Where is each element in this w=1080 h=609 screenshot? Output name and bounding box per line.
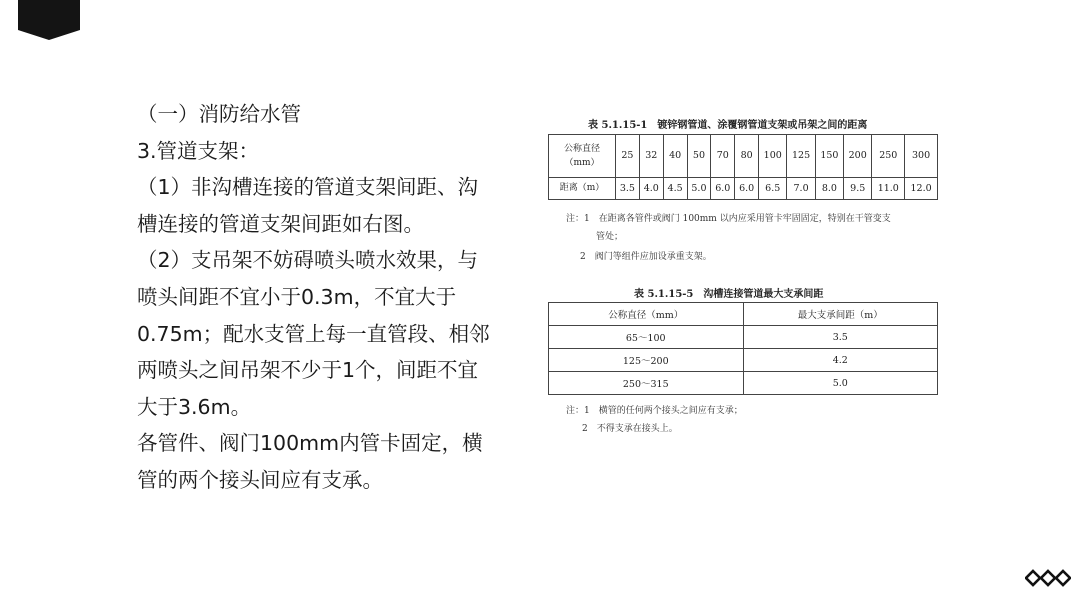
table-cell: 32 bbox=[639, 135, 663, 178]
table-cell: 9.5 bbox=[844, 177, 872, 199]
table-cell: 5.0 bbox=[743, 372, 938, 395]
table-cell: 5.0 bbox=[687, 177, 711, 199]
table-cell: 7.0 bbox=[787, 177, 815, 199]
table-cell: 6.5 bbox=[759, 177, 787, 199]
table-cell: 50 bbox=[687, 135, 711, 178]
table-cell: 4.5 bbox=[663, 177, 687, 199]
table-cell: 125～200 bbox=[549, 349, 744, 372]
diamond-chain-logo-icon bbox=[1025, 569, 1071, 587]
text-line: 0.75m；配水支管上每一直管段、相邻 bbox=[137, 321, 490, 346]
table2-title: 表 5.1.15-5 沟槽连接管道最大支承间距 bbox=[634, 289, 824, 300]
table-cell: 25 bbox=[616, 135, 640, 178]
table1-note-1-cont: 管处； bbox=[596, 232, 624, 242]
text-line: 大于3.6m。 bbox=[137, 394, 252, 419]
table-cell: 80 bbox=[735, 135, 759, 178]
table-cell: 8.0 bbox=[815, 177, 843, 199]
column-header: 最大支承间距（m） bbox=[743, 303, 938, 326]
text-line: 两喷头之间吊架不少于1个，间距不宜 bbox=[137, 358, 479, 383]
table-row bbox=[549, 135, 938, 178]
table2-note-1: 注：1 横管的任何两个接头之间应有支承； bbox=[566, 406, 743, 416]
table2-note-2: 2 不得支承在接头上。 bbox=[582, 424, 678, 434]
table-cell: 12.0 bbox=[905, 177, 938, 199]
table-cell: 300 bbox=[905, 135, 938, 178]
table-row bbox=[549, 349, 938, 372]
table-cell: 40 bbox=[663, 135, 687, 178]
table-cell: 4.2 bbox=[743, 349, 938, 372]
support-spacing-table bbox=[548, 134, 938, 200]
table-cell: 150 bbox=[815, 135, 843, 178]
subsection-heading: 3.管道支架： bbox=[137, 138, 260, 163]
table-row bbox=[549, 372, 938, 395]
table-cell: 70 bbox=[711, 135, 735, 178]
table1-title: 表 5.1.15-1 镀锌钢管道、涂覆钢管道支架或吊架之间的距离 bbox=[588, 120, 868, 131]
table-cell: 6.0 bbox=[735, 177, 759, 199]
text-line: 各管件、阀门100mm内管卡固定，横 bbox=[137, 431, 483, 456]
table-cell: 250 bbox=[872, 135, 905, 178]
table-cell: 6.0 bbox=[711, 177, 735, 199]
table-cell: 100 bbox=[759, 135, 787, 178]
text-line: （1）非沟槽连接的管道支架间距、沟 bbox=[137, 175, 479, 200]
table-header-row bbox=[549, 303, 938, 326]
table1-note-2: 2 阀门等组件应加设承重支架。 bbox=[580, 252, 712, 262]
table1-note-1: 注：1 在距离各管件或阀门 100mm 以内应采用管卡牢固固定，特别在干管变支 bbox=[566, 214, 891, 224]
column-header: 公称直径（mm） bbox=[549, 303, 744, 326]
diameter-row-header: 公称直径（mm） bbox=[549, 135, 616, 178]
table-row bbox=[549, 177, 938, 199]
text-line: 喷头间距不宜小于0.3m，不宜大于 bbox=[137, 284, 457, 309]
table-row bbox=[549, 326, 938, 349]
text-line: 管的两个接头间应有支承。 bbox=[137, 467, 383, 492]
groove-support-table bbox=[548, 302, 938, 395]
table-cell: 125 bbox=[787, 135, 815, 178]
text-line: （2）支吊架不妨碍喷头喷水效果，与 bbox=[137, 248, 479, 273]
corner-tab-decoration bbox=[18, 0, 80, 40]
text-line: 槽连接的管道支架间距如右图。 bbox=[137, 211, 424, 236]
table-cell: 65～100 bbox=[549, 326, 744, 349]
table-cell: 11.0 bbox=[872, 177, 905, 199]
main-text-block bbox=[137, 96, 492, 499]
table-cell: 3.5 bbox=[616, 177, 640, 199]
section-heading: （一）消防给水管 bbox=[137, 102, 301, 126]
distance-row-header: 距离（m） bbox=[549, 177, 616, 199]
table-cell: 250～315 bbox=[549, 372, 744, 395]
table-cell: 200 bbox=[844, 135, 872, 178]
table-cell: 4.0 bbox=[639, 177, 663, 199]
table-cell: 3.5 bbox=[743, 326, 938, 349]
